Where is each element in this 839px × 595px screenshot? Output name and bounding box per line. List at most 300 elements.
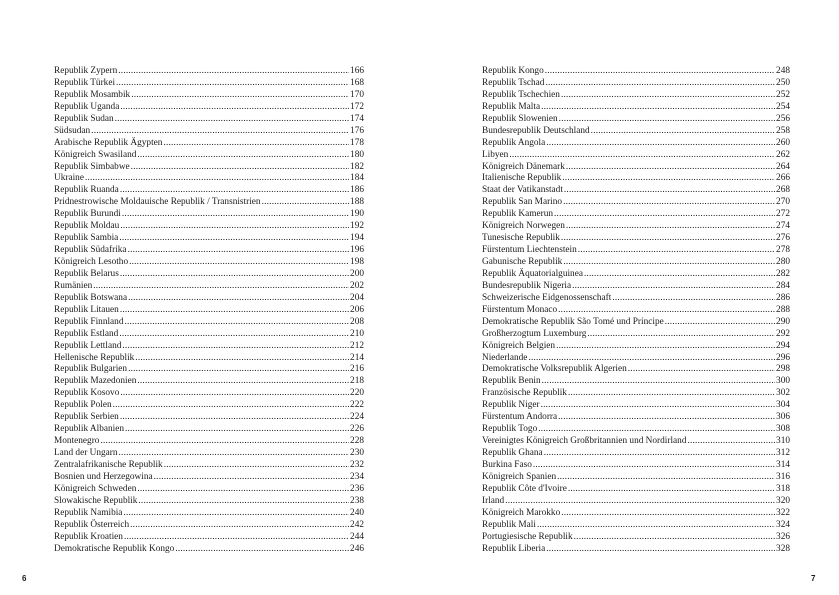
toc-entry-page: 230 (350, 448, 364, 458)
dot-leader (542, 376, 775, 388)
dot-leader (591, 126, 775, 138)
toc-entry (54, 173, 364, 185)
dot-leader (559, 114, 775, 126)
dot-leader (120, 185, 349, 197)
toc-entry-title: Burkina Faso (482, 459, 532, 470)
dot-leader (163, 138, 349, 150)
toc-entry-page: 172 (350, 101, 364, 112)
toc-entry-page: 328 (776, 543, 790, 554)
dot-leader (113, 400, 349, 412)
dot-leader (100, 436, 349, 448)
toc-entry (482, 173, 790, 185)
toc-entry (482, 150, 790, 162)
toc-entry-title: Republik Simbabwe (54, 161, 130, 172)
toc-entry-page: 322 (776, 507, 790, 518)
toc-entry (482, 424, 790, 436)
dot-leader (568, 388, 775, 400)
toc-entry (54, 520, 364, 532)
dot-leader (262, 197, 349, 209)
toc-entry-page: 236 (350, 483, 364, 494)
toc-entry-title: Bundesrepublik Nigeria (482, 280, 572, 291)
toc-entry-title: Gabunische Republik (482, 257, 563, 267)
toc-entry-page: 196 (350, 245, 364, 256)
dot-leader (628, 364, 775, 376)
toc-entry-page: 214 (350, 352, 364, 363)
dot-leader (566, 221, 775, 233)
toc-entry-title: Republik Liberia (482, 543, 546, 554)
dot-leader (564, 185, 775, 197)
toc-entry-title: Republik Niger (482, 400, 540, 411)
toc-entry-page: 282 (776, 268, 790, 279)
dot-leader (128, 293, 349, 305)
dot-leader (546, 138, 775, 150)
toc-entry (54, 364, 364, 376)
toc-entry-page: 192 (350, 221, 364, 232)
toc-entry-title: Republik San Marino (482, 197, 563, 208)
toc-entry-title: Zentralafrikanische Republik (54, 459, 163, 470)
dot-leader (120, 388, 349, 400)
toc-entry-page: 240 (350, 507, 364, 518)
toc-entry (54, 376, 364, 388)
toc-entry-page: 258 (776, 125, 790, 136)
toc-entry (482, 484, 790, 496)
toc-entry-page: 290 (776, 316, 790, 327)
toc-entry-title: Republik Togo (482, 424, 538, 435)
dot-leader (561, 90, 775, 102)
toc-entry-title: Republik Kongo (482, 66, 544, 76)
dot-leader (562, 173, 775, 185)
toc-entry (482, 257, 790, 269)
toc-entry-title: Republik Zypern (54, 66, 118, 76)
toc-entry-title: Republik Belarus (54, 268, 119, 279)
toc-entry-page: 184 (350, 173, 364, 184)
toc-entry-page: 260 (776, 137, 790, 148)
toc-entry-title: Republik Serbien (54, 412, 119, 423)
toc-entry (482, 305, 790, 317)
toc-entry-title: Irland (482, 495, 505, 506)
toc-entry (54, 341, 364, 353)
toc-entry (54, 209, 364, 221)
toc-entry-title: Republik Türkei (54, 77, 116, 88)
toc-entry (482, 353, 790, 365)
toc-entry-page: 234 (350, 471, 364, 482)
toc-entry-page: 242 (350, 519, 364, 530)
dot-leader (128, 245, 349, 257)
toc-entry-title: Republik Polen (54, 400, 112, 411)
toc-entry (54, 66, 364, 78)
toc-entry (482, 376, 790, 388)
dot-leader (533, 460, 775, 472)
toc-entry (54, 472, 364, 484)
toc-entry-page: 212 (350, 340, 364, 351)
toc-entry (54, 317, 364, 329)
dot-leader (131, 90, 349, 102)
toc-entry-page: 222 (350, 400, 364, 411)
dot-leader (546, 544, 775, 556)
toc-entry-page: 316 (776, 471, 790, 482)
toc-entry-page: 286 (776, 292, 790, 303)
toc-entry-title: Republik Tschad (482, 77, 545, 88)
dot-leader (558, 412, 775, 424)
toc-entry-title: Fürstentum Liechtenstein (482, 245, 577, 256)
toc-entry-title: Republik Sudan (54, 113, 114, 124)
toc-entry-title: Republik Ghana (482, 448, 543, 458)
dot-leader (687, 436, 775, 448)
toc-entry-title: Republik Namibia (54, 507, 123, 518)
toc-entry (482, 114, 790, 126)
dot-leader (557, 472, 775, 484)
toc-entry (482, 412, 790, 424)
toc-entry-title: Demokratische Republik Kongo (54, 543, 175, 554)
toc-entry-title: Französische Republik (482, 388, 567, 399)
left-page-toc (54, 66, 364, 555)
toc-entry-page: 246 (350, 543, 364, 554)
toc-entry-title: Königreich Spanien (482, 471, 557, 482)
dot-leader (120, 412, 349, 424)
toc-entry-page: 202 (350, 280, 364, 291)
toc-entry-title: Königreich Marokko (482, 507, 561, 518)
toc-entry-page: 294 (776, 340, 790, 351)
toc-entry (482, 221, 790, 233)
toc-entry-page: 178 (350, 137, 364, 148)
toc-entry (482, 78, 790, 90)
toc-entry (482, 520, 790, 532)
dot-leader (175, 544, 349, 556)
toc-entry-title: Fürstentum Andorra (482, 412, 558, 423)
dot-leader (135, 353, 349, 365)
toc-entry-title: Republik Mosambik (54, 89, 131, 100)
toc-entry-title: Republik Benin (482, 376, 541, 387)
toc-entry-page: 220 (350, 388, 364, 399)
toc-entry (54, 269, 364, 281)
toc-entry-page: 188 (350, 197, 364, 208)
toc-entry-page: 232 (350, 459, 364, 470)
dot-leader (91, 126, 349, 138)
toc-entry-page: 276 (776, 233, 790, 244)
toc-entry-title: Republik Österreich (54, 519, 130, 530)
dot-leader (545, 78, 775, 90)
dot-leader (556, 341, 775, 353)
toc-entry-title: Slowakische Republik (54, 495, 138, 506)
toc-entry-title: Schweizerische Eidgenossenschaft (482, 292, 612, 303)
dot-leader (120, 305, 349, 317)
toc-entry (54, 400, 364, 412)
dot-leader (115, 114, 349, 126)
dot-leader (558, 305, 775, 317)
toc-entry-title: Südsudan (54, 125, 91, 136)
toc-entry-title: Hellenische Republik (54, 352, 135, 363)
toc-entry-title: Republik Mali (482, 519, 536, 530)
toc-entry (54, 114, 364, 126)
dot-leader (509, 150, 775, 162)
toc-entry-page: 298 (776, 364, 790, 375)
toc-entry (54, 496, 364, 508)
toc-entry-page: 320 (776, 495, 790, 506)
toc-entry-title: Republik Sambia (54, 233, 119, 244)
dot-leader (122, 341, 349, 353)
toc-entry-title: Staat der Vatikanstadt (482, 185, 563, 196)
toc-entry-page: 292 (776, 328, 790, 339)
toc-entry-page: 170 (350, 89, 364, 100)
toc-entry (482, 508, 790, 520)
dot-leader (541, 400, 775, 412)
toc-entry (482, 66, 790, 78)
toc-entry-title: Königreich Lesotho (54, 257, 129, 267)
toc-entry-title: Demokratische Volksrepublik Algerien (482, 364, 627, 375)
dot-leader (612, 293, 775, 305)
left-page-number: 6 (22, 574, 27, 583)
dot-leader (125, 424, 349, 436)
toc-entry (482, 317, 790, 329)
toc-entry (54, 436, 364, 448)
toc-entry (482, 233, 790, 245)
toc-entry-page: 318 (776, 483, 790, 494)
toc-entry-page: 206 (350, 304, 364, 315)
toc-entry-page: 216 (350, 364, 364, 375)
toc-entry-title: Republik Burundi (54, 209, 121, 220)
dot-leader (137, 484, 349, 496)
toc-entry (54, 329, 364, 341)
toc-entry (54, 102, 364, 114)
toc-entry-page: 200 (350, 268, 364, 279)
dot-leader (541, 102, 775, 114)
dot-leader (124, 532, 349, 544)
toc-entry-page: 218 (350, 376, 364, 387)
toc-entry-title: Republik Kosovo (54, 388, 120, 399)
toc-entry-page: 324 (776, 519, 790, 530)
toc-entry (482, 209, 790, 221)
dot-leader (120, 221, 349, 233)
toc-entry-title: Republik Uganda (54, 101, 120, 112)
toc-entry-title: Tunesische Republik (482, 233, 560, 244)
toc-entry-title: Republik Litauen (54, 304, 119, 315)
toc-entry-title: Republik Bulgarien (54, 364, 128, 375)
toc-entry-title: Land der Ungarn (54, 448, 118, 458)
toc-entry-page: 194 (350, 233, 364, 244)
toc-entry (482, 544, 790, 556)
toc-entry (482, 102, 790, 114)
toc-entry-page: 224 (350, 412, 364, 423)
toc-entry (482, 281, 790, 293)
toc-entry-title: Demokratische Republik São Tomé und Príncipe (482, 316, 664, 327)
toc-entry-title: Republik Finnland (54, 316, 124, 327)
toc-entry-page: 228 (350, 436, 364, 447)
toc-entry-title: Republik Botswana (54, 292, 128, 303)
dot-leader (554, 209, 775, 221)
dot-leader (130, 520, 349, 532)
toc-entry-page: 208 (350, 316, 364, 327)
toc-entry-title: Republik Albanien (54, 424, 124, 435)
toc-entry (482, 400, 790, 412)
toc-entry-page: 186 (350, 185, 364, 196)
toc-entry (54, 197, 364, 209)
toc-entry-title: Rumänien (54, 280, 93, 291)
toc-entry-page: 190 (350, 209, 364, 220)
toc-entry-title: Italienische Republik (482, 173, 562, 184)
dot-leader (587, 329, 775, 341)
toc-entry (482, 126, 790, 138)
toc-entry (54, 126, 364, 138)
dot-leader (574, 532, 775, 544)
dot-leader (119, 233, 349, 245)
toc-entry-title: Republik Lettland (54, 340, 122, 351)
toc-entry-page: 302 (776, 388, 790, 399)
dot-leader (538, 424, 775, 436)
dot-leader (137, 376, 349, 388)
dot-leader (119, 448, 350, 460)
dot-leader (572, 281, 775, 293)
toc-entry (482, 364, 790, 376)
toc-entry-page: 182 (350, 161, 364, 172)
dot-leader (138, 496, 349, 508)
toc-entry-page: 226 (350, 424, 364, 435)
toc-entry-title: Republik Tschechien (482, 89, 560, 100)
toc-entry-page: 312 (776, 448, 790, 458)
toc-entry-page: 256 (776, 113, 790, 124)
toc-entry (482, 436, 790, 448)
toc-entry-title: Portugiesische Republik (482, 531, 573, 542)
dot-leader (118, 66, 349, 78)
toc-entry-page: 314 (776, 459, 790, 470)
toc-entry (54, 150, 364, 162)
toc-entry (482, 245, 790, 257)
dot-leader (119, 329, 349, 341)
dot-leader (137, 150, 349, 162)
toc-entry (54, 448, 364, 460)
toc-entry-title: Republik Südafrika (54, 245, 127, 256)
dot-leader (120, 102, 349, 114)
toc-entry (482, 496, 790, 508)
toc-entry (54, 305, 364, 317)
toc-entry-page: 306 (776, 412, 790, 423)
toc-entry-title: Republik Côte d'Ivoire (482, 483, 567, 494)
dot-leader (131, 162, 349, 174)
toc-entry-page: 248 (776, 66, 790, 76)
toc-entry-page: 252 (776, 89, 790, 100)
toc-entry-page: 288 (776, 304, 790, 315)
toc-entry-page: 166 (350, 66, 364, 76)
dot-leader (122, 209, 349, 221)
toc-entry (482, 293, 790, 305)
dot-leader (505, 496, 775, 508)
dot-leader (120, 269, 349, 281)
toc-entry-title: Großherzogtum Luxemburg (482, 328, 587, 339)
toc-entry (54, 281, 364, 293)
toc-entry-page: 254 (776, 101, 790, 112)
toc-entry (482, 185, 790, 197)
toc-entry (54, 353, 364, 365)
toc-entry-title: Bosnien und Herzegowina (54, 471, 153, 482)
dot-leader (537, 520, 775, 532)
dot-leader (544, 448, 775, 460)
dot-leader (129, 257, 349, 269)
toc-entry-title: Republik Kroatien (54, 531, 123, 542)
toc-entry (54, 138, 364, 150)
toc-entry-title: Königreich Schweden (54, 483, 137, 494)
toc-entry (482, 162, 790, 174)
toc-entry-page: 266 (776, 173, 790, 184)
toc-entry-title: Republik Malta (482, 101, 541, 112)
toc-entry-page: 280 (776, 257, 790, 267)
dot-leader (528, 353, 775, 365)
right-page-toc (482, 66, 790, 555)
toc-entry (54, 221, 364, 233)
toc-entry (54, 185, 364, 197)
toc-entry (54, 460, 364, 472)
toc-entry-page: 180 (350, 149, 364, 160)
right-page-number: 7 (811, 574, 816, 583)
dot-leader (566, 162, 775, 174)
dot-leader (563, 257, 775, 269)
toc-entry (54, 484, 364, 496)
toc-entry-page: 304 (776, 400, 790, 411)
toc-entry-title: Königreich Belgien (482, 340, 556, 351)
toc-entry (482, 329, 790, 341)
toc-entry-page: 274 (776, 221, 790, 232)
toc-entry-title: Arabische Republik Ägypten (54, 137, 163, 148)
dot-leader (665, 317, 775, 329)
toc-entry-title: Libyen (482, 149, 509, 160)
toc-entry-page: 308 (776, 424, 790, 435)
toc-entry-title: Bundesrepublik Deutschland (482, 125, 590, 136)
dot-leader (116, 78, 349, 90)
toc-entry-page: 278 (776, 245, 790, 256)
toc-entry-page: 176 (350, 125, 364, 136)
toc-entry-page: 272 (776, 209, 790, 220)
toc-entry (54, 388, 364, 400)
toc-entry (54, 90, 364, 102)
dot-leader (561, 508, 775, 520)
dot-leader (85, 173, 349, 185)
toc-entry-title: Ukraine (54, 173, 84, 184)
toc-entry-page: 250 (776, 77, 790, 88)
toc-entry-title: Pridnestrowische Moldauische Republik / Transnistrien (54, 197, 261, 208)
toc-entry-page: 296 (776, 352, 790, 363)
dot-leader (584, 269, 775, 281)
dot-leader (561, 233, 775, 245)
toc-entry-page: 262 (776, 149, 790, 160)
toc-entry-title: Vereinigtes Königreich Großbritannien und Nordirland (482, 436, 687, 447)
toc-entry (54, 544, 364, 556)
toc-entry (482, 341, 790, 353)
toc-entry (54, 245, 364, 257)
toc-entry-page: 268 (776, 185, 790, 196)
dot-leader (124, 317, 349, 329)
toc-entry (482, 388, 790, 400)
toc-entry (54, 293, 364, 305)
dot-leader (154, 472, 349, 484)
toc-entry-title: Königreich Norwegen (482, 221, 565, 232)
dot-leader (578, 245, 775, 257)
toc-entry-title: Republik Kamerun (482, 209, 554, 220)
toc-entry (482, 448, 790, 460)
toc-entry-page: 238 (350, 495, 364, 506)
toc-entry (54, 424, 364, 436)
toc-entry (54, 257, 364, 269)
toc-entry-page: 326 (776, 531, 790, 542)
dot-leader (545, 66, 775, 78)
toc-entry-title: Republik Mazedonien (54, 376, 137, 387)
dot-leader (563, 197, 775, 209)
toc-entry-title: Republik Äquatorialguinea (482, 268, 583, 279)
toc-entry-page: 300 (776, 376, 790, 387)
dot-leader (128, 364, 349, 376)
toc-entry (54, 532, 364, 544)
toc-entry-title: Fürstentum Monaco (482, 304, 558, 315)
toc-entry-title: Republik Moldau (54, 221, 120, 232)
dot-leader (568, 484, 775, 496)
toc-entry (54, 412, 364, 424)
